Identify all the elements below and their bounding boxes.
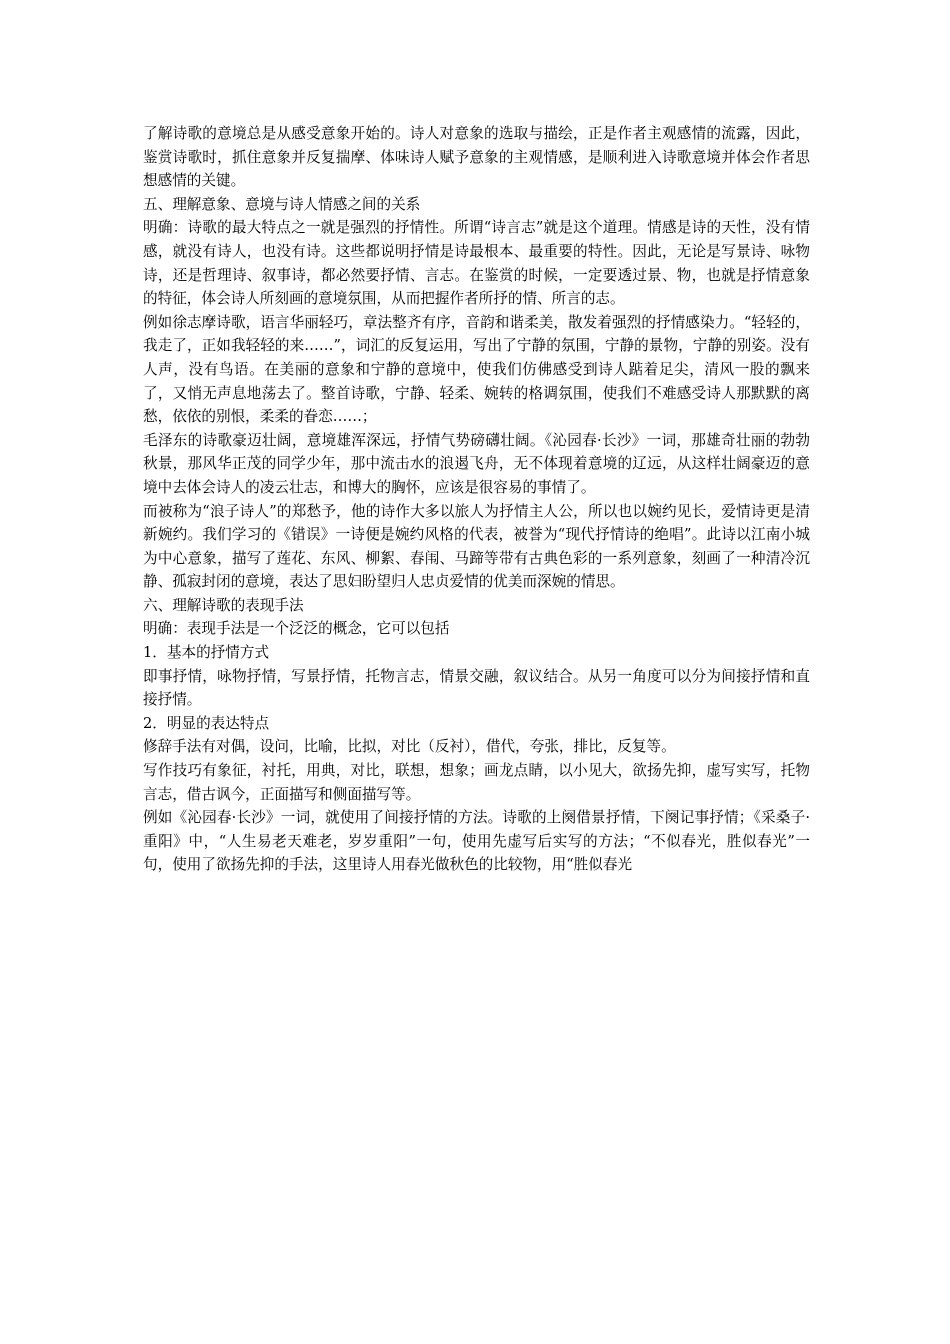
subheading-2: 2．明显的表达特点	[143, 714, 270, 732]
subheading-1: 1．基本的抒情方式	[143, 644, 270, 662]
paragraph-mao-zedong: 毛泽东的诗歌豪迈壮阔，意境雄浑深远，抒情气势磅礴壮阔。《沁园春·长沙》一词，那雄奇壮丽的勃勃秋景，那风华正茂的同学少年，那中流击水的浪遏飞舟，无不体现着意境的辽远，从这样壮阔豪迈的意境中去体会诗人的凌云壮志，和博大的胸怀，应该是很容易的事情了。	[143, 431, 810, 496]
paragraph-imagery-intro: 了解诗歌的意境总是从感受意象开始的。诗人对意象的选取与描绘，正是作者主观感情的流露，因此，鉴赏诗歌时，抓住意象并反复揣摩、体味诗人赋予意象的主观情感，是顺利进入诗歌意境并体会作者思想感情的关键。	[143, 125, 810, 190]
paragraph-lyric-modes: 即事抒情，咏物抒情，写景抒情，托物言志，情景交融，叙议结合。从另一角度可以分为间接抒情和直接抒情。	[143, 667, 810, 709]
section-heading-5: 五、理解意象、意境与诗人情感之间的关系	[143, 195, 421, 213]
paragraph-technique-intro: 明确：表现手法是一个泛泛的概念，它可以包括	[143, 620, 450, 638]
section-heading-6: 六、理解诗歌的表现手法	[143, 596, 304, 614]
paragraph-xu-zhimo: 例如徐志摩诗歌，语言华丽轻巧，章法整齐有序，音韵和谐柔美，散发着强烈的抒情感染力。“轻轻的，我走了，正如我轻轻的来……”，词汇的反复运用，写出了宁静的氛围，宁静的景物，宁静的别姿。没有人声，没有鸟语。在美丽的意象和宁静的意境中，使我们仿佛感受到诗人踮着足尖，清风一股的飘来了，又悄无声息地荡去了。整首诗歌，宁静、轻柔、婉转的格调氛围，使我们不难感受诗人那默默的离愁，依依的别恨，柔柔的眷恋……；	[143, 313, 810, 426]
paragraph-writing-skills: 写作技巧有象征，衬托，用典，对比，联想，想象；画龙点睛，以小见大，欲扬先抑，虚写实写，托物言志，借古讽今，正面描写和侧面描写等。	[143, 762, 810, 803]
paragraph-rhetoric: 修辞手法有对偶，设问，比喻，比拟，对比（反衬），借代，夸张，排比，反复等。	[143, 738, 676, 756]
paragraph-lyricism: 明确：诗歌的最大特点之一就是强烈的抒情性。所谓“诗言志”就是这个道理。情感是诗的天性，没有情感，就没有诗人，也没有诗。这些都说明抒情是诗最根本、最重要的特性。因此，无论是写景诗、咏物诗，还是哲理诗、叙事诗，都必然要抒情、言志。在鉴赏的时候，一定要透过景、物，也就是抒情意象的特征，体会诗人所刻画的意境氛围，从而把握作者所抒的情、所言的志。	[143, 219, 810, 308]
paragraph-zheng-chouyu: 而被称为“浪子诗人”的郑愁予，他的诗作大多以旅人为抒情主人公，所以也以婉约见长，爱情诗更是清新婉约。我们学习的《错误》一诗便是婉约风格的代表，被誉为“现代抒情诗的绝唱”。此诗以江南小城为中心意象，描写了莲花、东风、柳絮、春闱、马蹄等带有古典色彩的一系列意象，刻画了一种清冷沉静、孤寂封闭的意境，表达了思妇盼望归人忠贞爱情的优美而深婉的情思。	[143, 502, 810, 591]
paragraph-examples: 例如《沁园春·长沙》一词，就使用了间接抒情的方法。诗歌的上阕借景抒情，下阕记事抒情；《采桑子·重阳》中，“人生易老天难老，岁岁重阳”一句，使用先虚写后实写的方法；“不似春光，胜似春光”一句，使用了欲扬先抑的手法，这里诗人用春光做秋色的比较物，用“胜似春光	[143, 809, 810, 874]
document-body	[143, 122, 810, 877]
